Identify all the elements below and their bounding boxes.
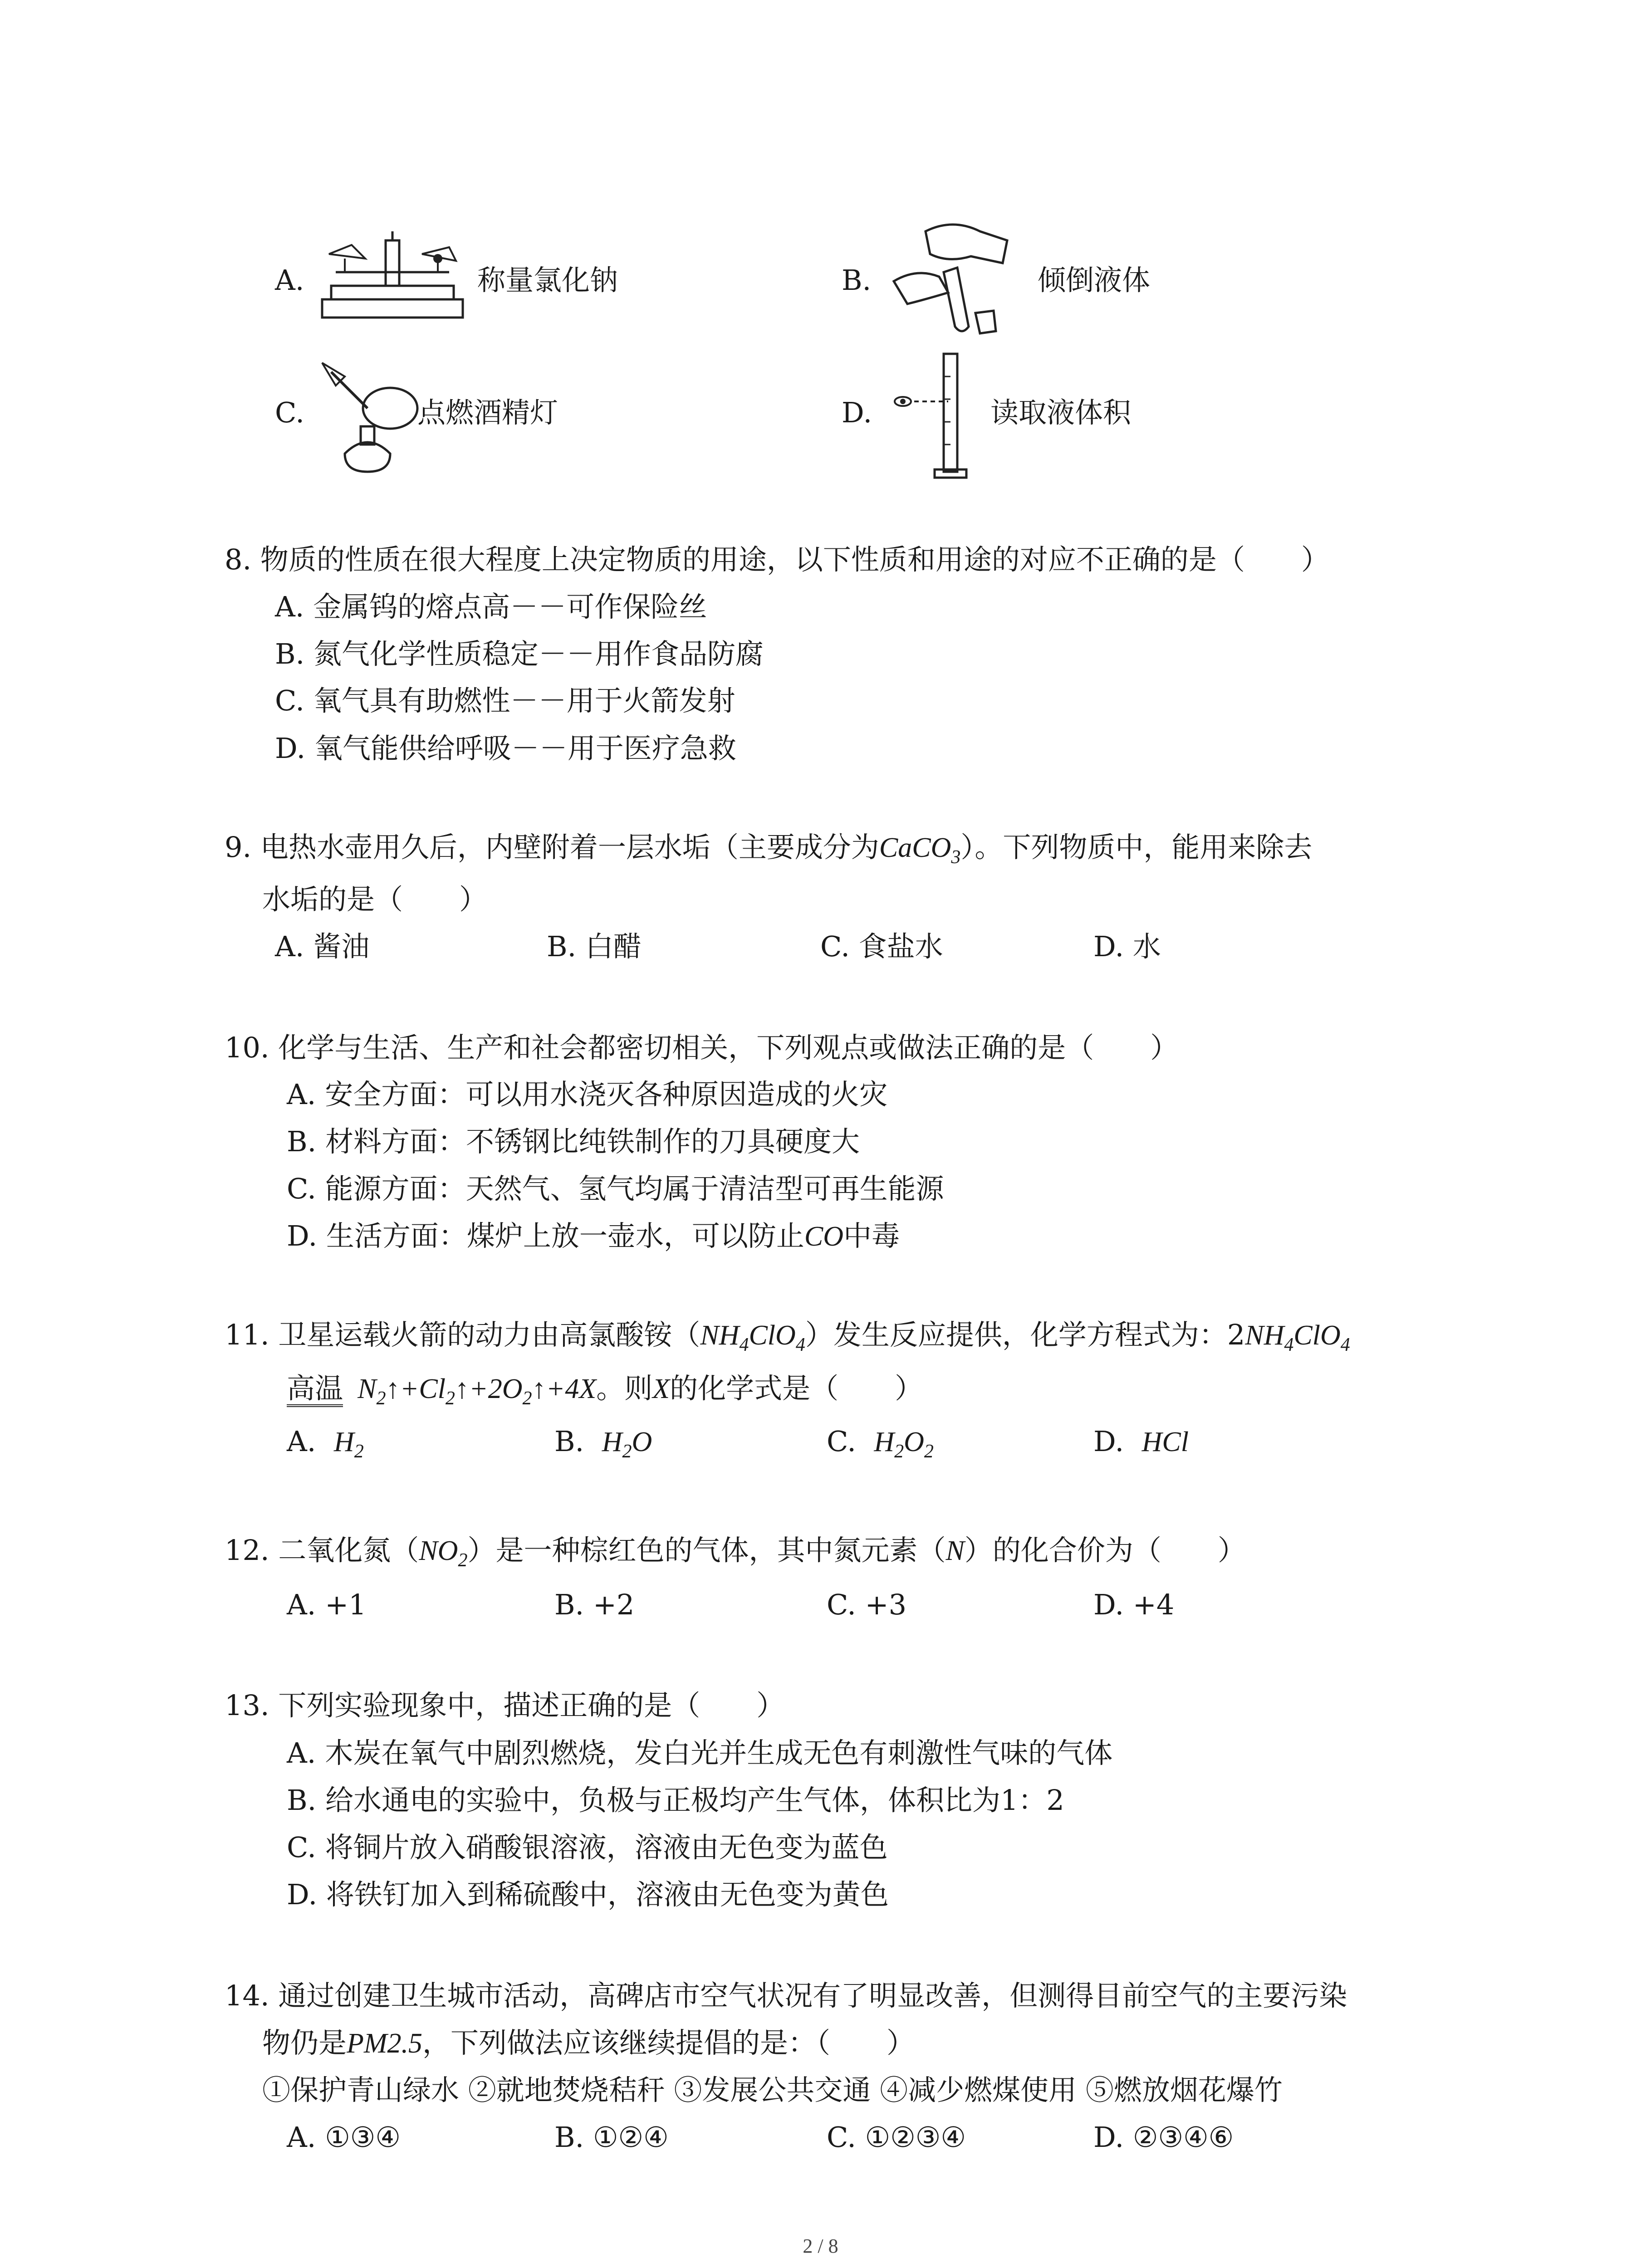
q14-option-b: B. ①②④ [554,2121,669,2154]
q14-option-a: A. ①③④ [287,2121,401,2154]
reaction-condition: 高温 [287,1373,343,1407]
page-number: 2 / 8 [803,2235,838,2257]
q7-option-c-caption: 点燃酒精灯 [417,396,558,429]
q13-option-d: D. 将铁钉加入到稀硫酸中，溶液由无色变为黄色 [287,1878,889,1911]
q7-option-a-caption: 称量氯化钠 [477,264,618,297]
q8-stem: 8. 物质的性质在很大程度上决定物质的用途，以下性质和用途的对应不正确的是（ ） [225,543,1329,576]
q14-option-d: D. ②③④⑥ [1093,2121,1234,2154]
q11-stem-line1: 11. 卫星运载火箭的动力由高氯酸铵$(NH_4ClO_4)$发生反应提供，化学方程式为：$2NH_4ClO_4$ [225,1318,1350,1355]
q7-option-d-letter: D. [842,396,872,429]
q10-stem: 10. 化学与生活、生产和社会都密切相关，下列观点或做法正确的是（ ） [225,1031,1179,1064]
q11-option-b: B. $H_2O$ [554,1425,652,1462]
q7-option-d-caption: 读取液体积 [990,396,1132,429]
q13-option-c: C. 将铜片放入硝酸银溶液，溶液由无色变为蓝色 [287,1831,888,1864]
q11-option-d: D. HCl [1093,1425,1189,1458]
q8-option-d: D. 氧气能供给呼吸－－用于医疗急救 [275,732,736,765]
balance-scale-icon [318,227,467,322]
graduated-cylinder-icon [889,349,980,481]
q7-option-b-letter: B. [842,264,872,297]
q13-option-a: A. 木炭在氧气中剧烈燃烧，发白光并生成无色有刺激性气味的气体 [287,1736,1113,1769]
q11-stem-line2: 高温 $N_2↑+Cl_2↑+2O_2↑+4X$。则X的化学式是（ ） [287,1372,923,1409]
q14-stem-line1: 14. 通过创建卫生城市活动，高碑店市空气状况有了明显改善，但测得目前空气的主要污染 [225,1979,1347,2012]
q9-option-b: B. 白醋 [547,930,642,963]
q9-stem-line2: 水垢的是（ ） [262,883,488,916]
q9-option-a: A. 酱油 [275,930,370,963]
alcohol-lamp-icon [318,358,426,476]
q12-stem: 12. 二氧化氮$(NO_2)$是一种棕红色的气体，其中氮元素（N）的化合价为（ ） [225,1534,1246,1571]
q11-option-a: A. $H_2$ [287,1425,364,1462]
q7-option-c-letter: C. [275,396,304,429]
q9-stem-line1: 9. 电热水壶用久后，内壁附着一层水垢（主要成分为CaCO$_3$）。下列物质中，能用来除去 [225,831,1313,868]
q12-option-a: A. +1 [287,1588,367,1621]
q12-option-d: D. +4 [1093,1588,1175,1621]
q14-stem-line2: 物仍是PM2.5，下列做法应该继续提倡的是：（ ） [262,2026,915,2059]
q10-option-a: A. 安全方面：可以用水浇灭各种原因造成的火灾 [287,1078,888,1111]
q9-option-c: C. 食盐水 [820,930,943,963]
q7-option-b-caption: 倾倒液体 [1038,264,1151,297]
q14-option-c: C. ①②③④ [827,2121,966,2154]
q10-option-b: B. 材料方面：不锈钢比纯铁制作的刀具硬度大 [287,1125,860,1158]
q7-option-a-letter: A. [275,264,304,297]
pouring-liquid-icon [889,213,1025,349]
q8-option-a: A. 金属钨的熔点高－－可作保险丝 [275,590,707,623]
q12-option-b: B. +2 [554,1588,635,1621]
q10-option-d: D. 生活方面：煤炉上放一壶水，可以防止CO中毒 [287,1219,900,1252]
q13-option-b: B. 给水通电的实验中，负极与正极均产生气体，体积比为1：2 [287,1784,1064,1817]
q13-stem: 13. 下列实验现象中，描述正确的是（ ） [225,1689,785,1722]
q9-option-d: D. 水 [1093,930,1161,963]
q14-choices: ①保护青山绿水 ②就地焚烧秸秆 ③发展公共交通 ④减少燃煤使用 ⑤燃放烟花爆竹 [262,2073,1283,2107]
q8-option-c: C. 氧气具有助燃性－－用于火箭发射 [275,684,735,717]
q10-option-c: C. 能源方面：天然气、氢气均属于清洁型可再生能源 [287,1172,944,1205]
q8-option-b: B. 氮气化学性质稳定－－用作食品防腐 [275,637,764,670]
q12-option-c: C. +3 [827,1588,907,1621]
q11-option-c: C. $H_2O_2$ [827,1425,934,1462]
